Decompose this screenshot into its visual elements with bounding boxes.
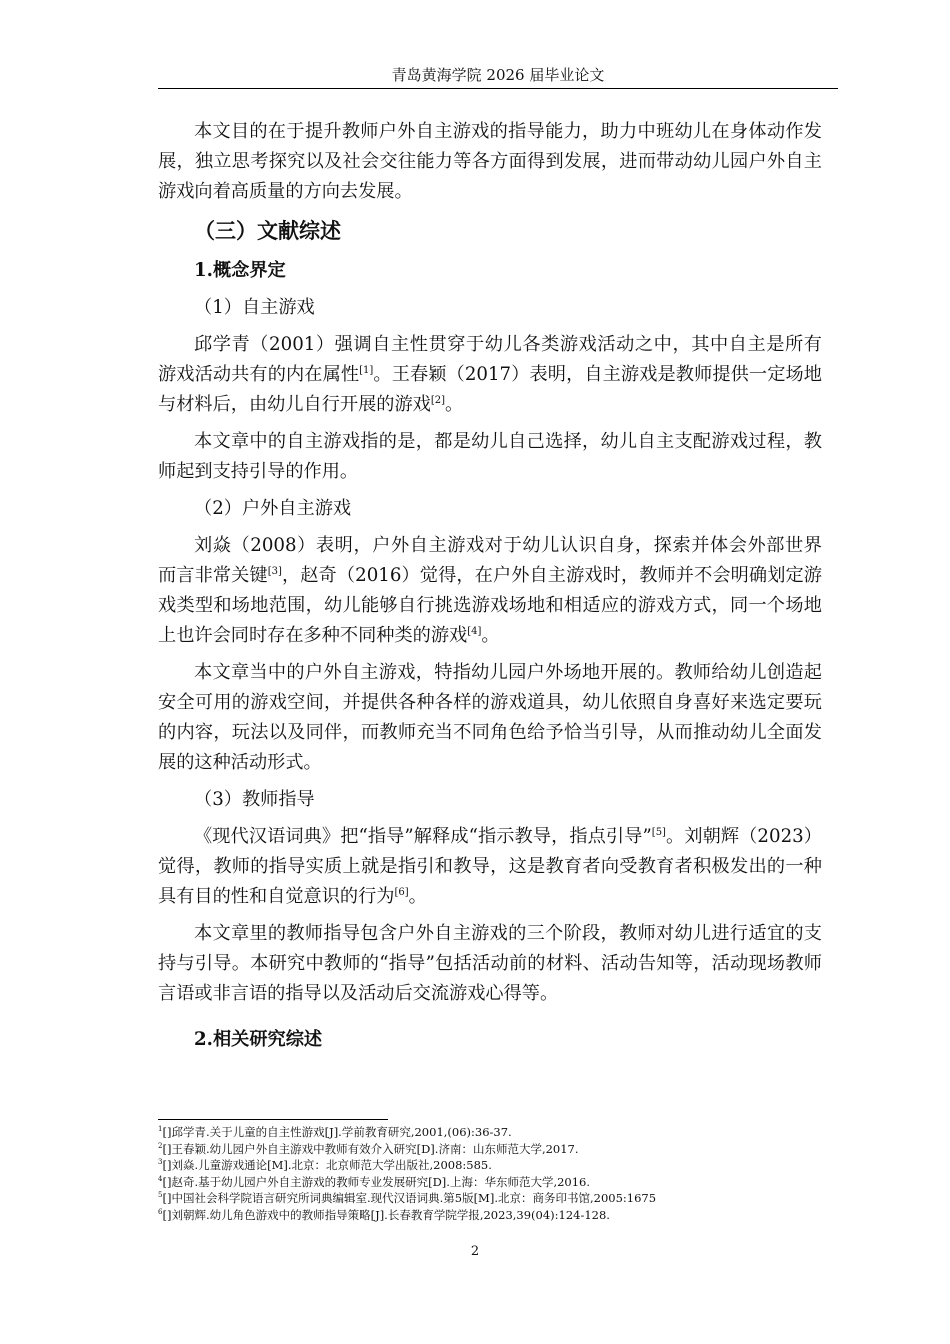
citation-ref: [2] <box>430 394 445 406</box>
footnote-number: 2 <box>158 1141 163 1150</box>
footnote-item <box>158 1141 838 1158</box>
text-run: 刘焱（2008）表明，户外自主游戏对于幼儿认识自身，探索并体会外部世界而言非常关键 <box>158 535 822 586</box>
text-run: 。 <box>408 886 427 907</box>
footnote-text: []赵奇.基于幼儿园户外自主游戏的教师专业发展研究[D].上海：华东师范大学,2016. <box>162 1174 591 1189</box>
concepts-heading: 1.概念界定 <box>194 260 286 281</box>
footnote-text: []邱学青.关于儿童的自主性游戏[J].学前教育研究,2001,(06):36-37. <box>162 1125 512 1139</box>
citation-ref: [3] <box>267 565 282 577</box>
paragraph-autonomous-play-definition: 本文章中的自主游戏指的是，都是幼儿自己选择，幼儿自主支配游戏过程，教师起到支持引导的作用。 <box>158 431 822 482</box>
page-number: 2 <box>470 1244 480 1259</box>
footnote-item <box>158 1190 838 1207</box>
footnote-rule <box>158 1119 388 1120</box>
citation-ref: [6] <box>394 886 409 898</box>
paragraph-teacher-guidance-sources <box>158 822 822 912</box>
subheading-outdoor-play: （2）户外自主游戏 <box>194 498 352 519</box>
citation-ref: [5] <box>651 826 666 838</box>
subheading-autonomous-play: （1）自主游戏 <box>194 297 315 318</box>
paragraph-outdoor-play-definition: 本文章当中的户外自主游戏，特指幼儿园户外场地开展的。教师给幼儿创造起安全可用的游戏空间，并提供各种各样的游戏道具，幼儿依照自身喜好来选定要玩的内容，玩法以及同伴，而教师充当不同角色给予恰当引导，从而推动幼儿全面发展的这种活动形式。 <box>158 662 822 773</box>
footnote-text: []王春颖.幼儿园户外自主游戏中教师有效介入研究[D].济南：山东师范大学,2017. <box>162 1141 579 1156</box>
footnote-item <box>158 1157 838 1174</box>
footnote-number: 5 <box>158 1191 163 1200</box>
header-rule <box>158 88 838 89</box>
text-run: 。王春颖（2017）表明，自主游戏是教师提供一定场地与材料后，由幼儿自行开展的游戏 <box>158 364 822 415</box>
paragraph-teacher-guidance-definition: 本文章里的教师指导包含户外自主游戏的三个阶段，教师对幼儿进行适宜的支持与引导。本研究中教师的“指导”包括活动前的材料、活动告知等，活动现场教师言语或非言语的指导以及活动后交流游戏心得等。 <box>158 923 822 1004</box>
text-run: 。 <box>481 625 500 646</box>
paragraph-autonomous-play-sources <box>158 330 822 420</box>
citation-ref: [4] <box>467 625 482 637</box>
text-run: 。刘朝辉（2023）觉得，教师的指导实质上就是指引和教导，这是教育者向受教育者积极发出的一种具有目的性和自觉意识的行为 <box>158 826 822 907</box>
section-heading: （三）文献综述 <box>194 218 341 243</box>
intro-paragraph: 本文目的在于提升教师户外自主游戏的指导能力，助力中班幼儿在身体动作发展，独立思考探究以及社会交往能力等各方面得到发展，进而带动幼儿园户外自主游戏向着高质量的方向去发展。 <box>158 121 822 202</box>
footnote-number: 3 <box>158 1158 163 1167</box>
footnote-item <box>158 1207 838 1224</box>
related-research-heading: 2.相关研究综述 <box>194 1029 323 1050</box>
footnotes <box>158 1124 838 1224</box>
subheading-teacher-guidance: （3）教师指导 <box>194 789 315 810</box>
text-run: 《现代汉语词典》把“指导”解释成“指示教导，指点引导” <box>194 826 652 847</box>
footnote-item <box>158 1174 838 1191</box>
footnote-number: 6 <box>158 1208 163 1217</box>
paragraph-outdoor-play-sources <box>158 531 822 651</box>
footnote-text: []中国社会科学院语言研究所词典编辑室.现代汉语词典.第5版[M].北京：商务印书馆,2005:1675 <box>162 1191 657 1206</box>
text-run: ，赵奇（2016）觉得，在户外自主游戏时，教师并不会明确划定游戏类型和场地范围，幼儿能够自行挑选游戏场地和相适应的游戏方式，同一个场地上也许会同时存在多种不同种类的游戏 <box>158 565 822 646</box>
footnote-number: 4 <box>158 1174 163 1183</box>
text-run: 。 <box>445 394 464 415</box>
footnote-item <box>158 1124 838 1141</box>
footnote-text: []刘朝辉.幼儿角色游戏中的教师指导策略[J].长春教育学院学报,2023,39(04):124-128. <box>162 1207 610 1222</box>
footnote-number: 1 <box>158 1125 163 1134</box>
footnote-text: []刘焱.儿童游戏通论[M].北京：北京师范大学出版社,2008:585. <box>162 1158 492 1173</box>
running-header: 青岛黄海学院 2026 届毕业论文 <box>391 66 605 84</box>
main-body <box>158 117 822 1062</box>
citation-ref: [1] <box>359 364 374 376</box>
text-run: 邱学青（2001）强调自主性贯穿于幼儿各类游戏活动之中，其中自主是所有游戏活动共有的内在属性 <box>158 334 822 385</box>
